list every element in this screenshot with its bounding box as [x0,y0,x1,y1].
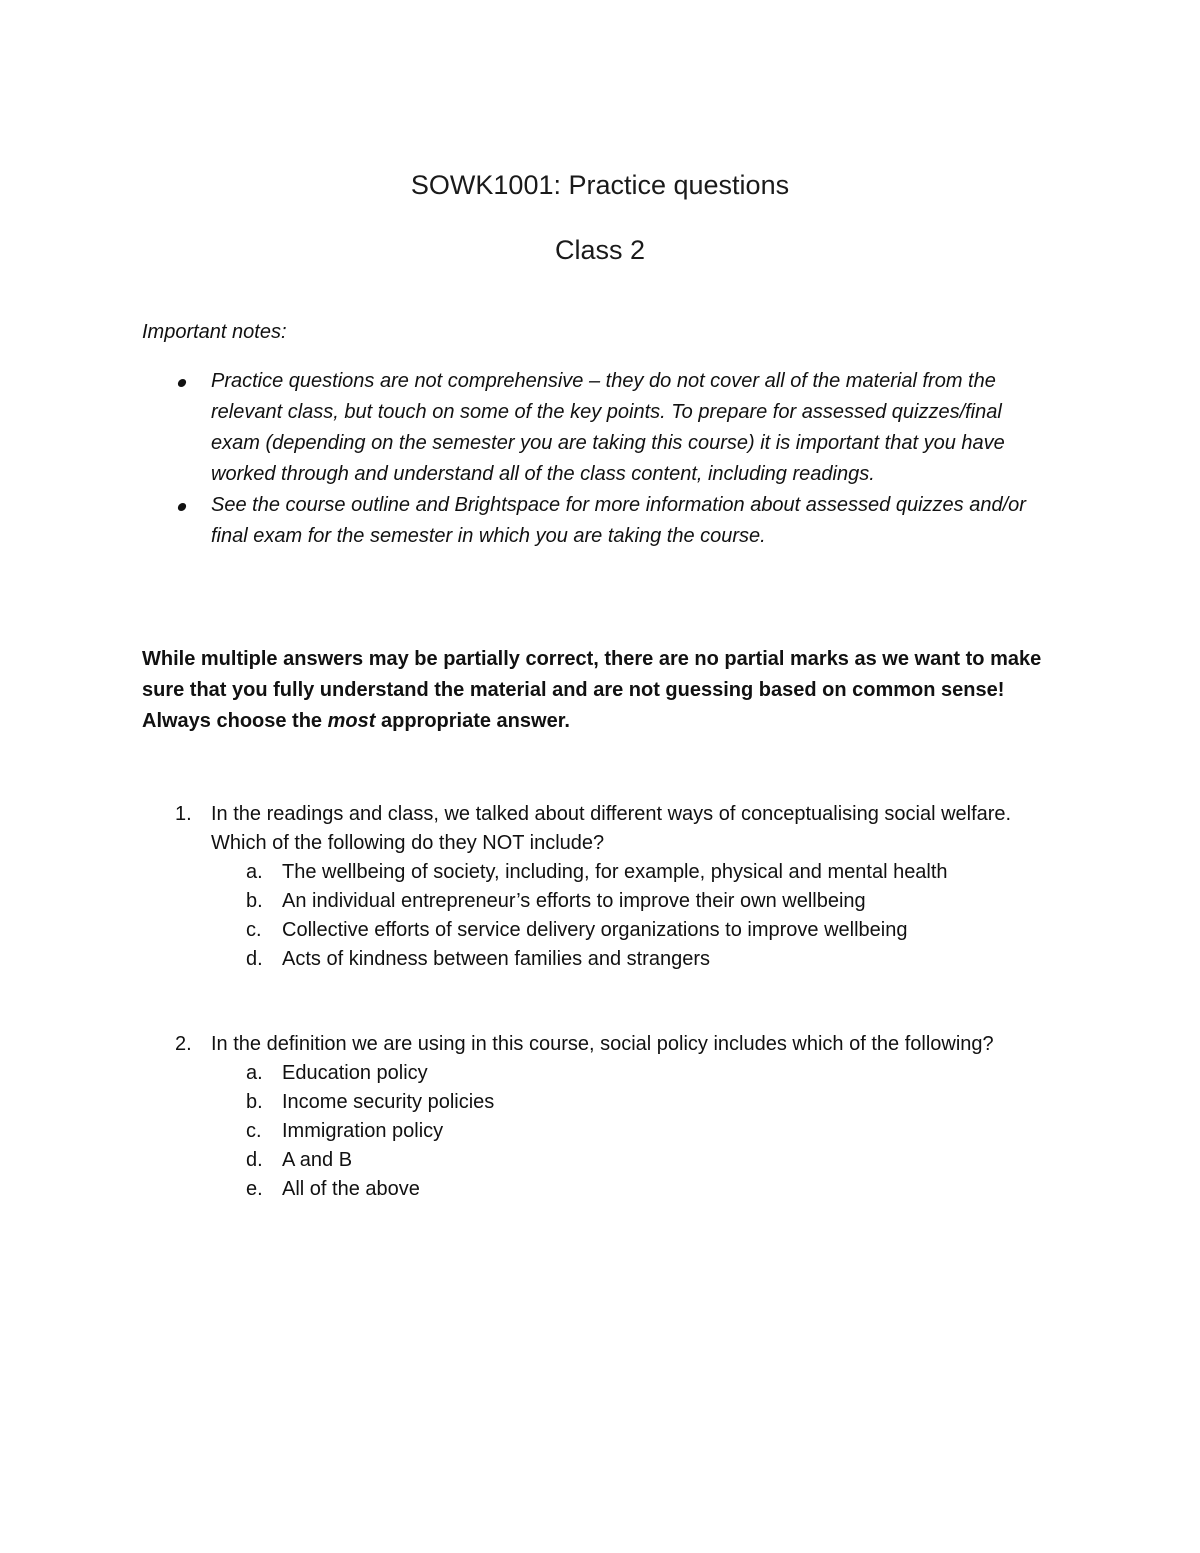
option-text: Acts of kindness between families and strangers [282,948,710,970]
question-1 [142,800,1042,974]
answer-option [142,1088,1042,1117]
question-number: 2. [175,1033,192,1055]
notes-heading: Important notes: [142,321,287,343]
option-text: Income security policies [282,1091,495,1113]
option-letter: d. [246,1149,263,1171]
warning-emphasis: most [327,710,376,732]
question-stem [142,800,1042,858]
answer-options [142,858,1042,974]
document-subtitle: Class 2 [554,235,646,265]
answer-options [142,1059,1042,1204]
note-text: See the course outline and Brightspace for more information about assessed quizzes and/or final exam for the semester in which you are taking the course. [211,494,1026,547]
option-letter: a. [246,861,263,883]
option-text: Education policy [282,1062,428,1084]
option-text: An individual entrepreneur’s efforts to improve their own wellbeing [282,890,866,912]
answer-option [142,1117,1042,1146]
bullet-icon [177,503,187,511]
option-letter: c. [246,919,262,941]
question-2 [142,1030,1042,1204]
warning-text-part1: While multiple answers may be partially correct, there are no partial marks as we want to make sure that you fully understand the material and are not guessing based on common sense! Always choose the [142,648,1042,732]
question-text: In the readings and class, we talked about different ways of conceptualising social welfare. Which of the following do they NOT include? [211,803,1012,854]
instructions-warning [142,644,1042,737]
option-text: Collective efforts of service delivery organizations to improve wellbeing [282,919,908,941]
bullet-icon [177,379,187,387]
question-stem [142,1030,1042,1059]
warning-text-part2: appropriate answer. [375,710,570,732]
answer-option [142,858,1042,887]
option-text: Immigration policy [282,1120,444,1142]
answer-option [142,1175,1042,1204]
answer-option [142,1059,1042,1088]
option-letter: d. [246,948,263,970]
note-text: Practice questions are not comprehensive – they do not cover all of the material from the relevant class, but touch on some of the key points. To prepare for assessed quizzes/final exam (depending on the semester you are taking this course) it is important that you have worked through and understand all of the class content, including readings. [211,370,1005,485]
note-item [142,490,1042,552]
notes-list [142,366,1042,552]
option-letter: e. [246,1178,263,1200]
option-letter: b. [246,890,263,912]
option-letter: b. [246,1091,263,1113]
question-text: In the definition we are using in this course, social policy includes which of the following? [211,1033,994,1055]
document-title: SOWK1001: Practice questions [410,170,790,200]
option-letter: c. [246,1120,262,1142]
answer-option [142,887,1042,916]
answer-option [142,945,1042,974]
option-letter: a. [246,1062,263,1084]
note-item [142,366,1042,490]
question-number: 1. [175,803,192,825]
option-text: A and B [282,1149,353,1171]
option-text: The wellbeing of society, including, for example, physical and mental health [282,861,948,883]
answer-option [142,916,1042,945]
option-text: All of the above [282,1178,420,1200]
answer-option [142,1146,1042,1175]
